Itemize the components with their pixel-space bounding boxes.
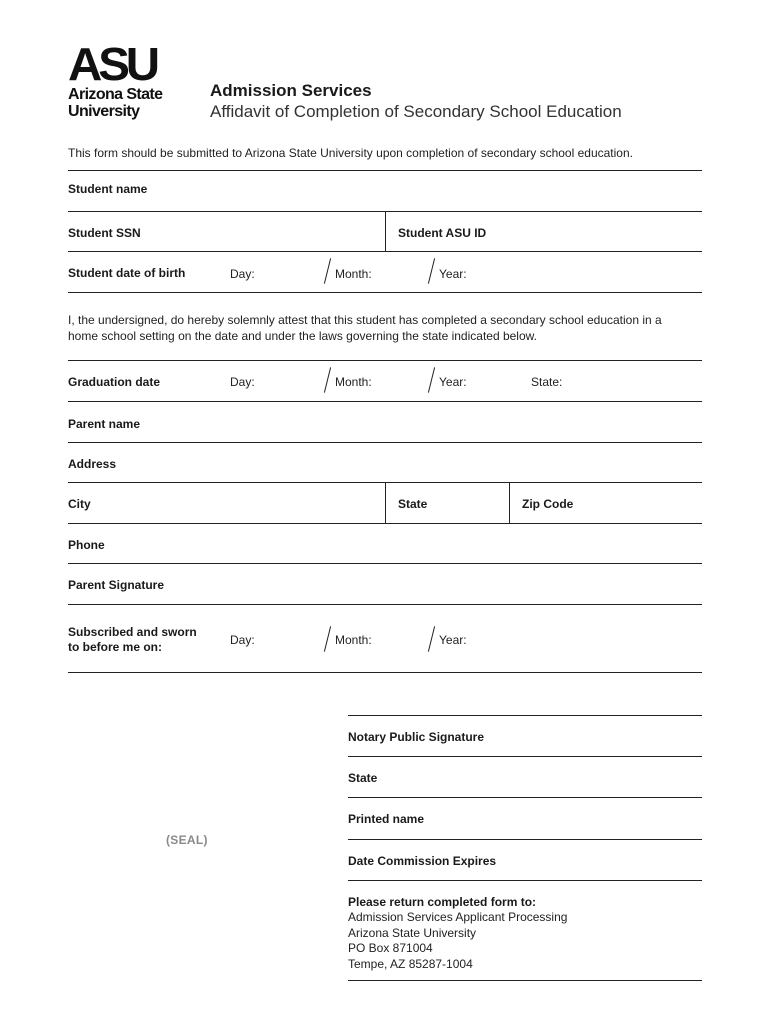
- dob-year-field[interactable]: Year:: [439, 267, 467, 281]
- parent-signature-field[interactable]: Parent Signature: [68, 578, 165, 592]
- graduation-date-label: Graduation date: [68, 375, 161, 389]
- intro-text: This form should be submitted to Arizona State University upon completion of secondary school education.: [68, 146, 633, 160]
- divider: [68, 563, 702, 564]
- slash-separator: [428, 367, 435, 392]
- seal-label: (SEAL): [166, 833, 208, 847]
- phone-field[interactable]: Phone: [68, 538, 105, 552]
- student-dob-label: Student date of birth: [68, 266, 186, 280]
- slash-separator: [324, 367, 331, 392]
- graduation-day-field[interactable]: Day:: [230, 375, 255, 389]
- university-name-line1: Arizona State: [68, 86, 163, 103]
- divider: [385, 482, 386, 523]
- divider: [68, 170, 702, 171]
- return-address-line: Arizona State University: [348, 925, 477, 940]
- divider: [68, 251, 702, 252]
- divider: [509, 482, 510, 523]
- divider: [348, 715, 702, 716]
- divider: [68, 672, 702, 673]
- notary-printed-name-field[interactable]: Printed name: [348, 812, 425, 826]
- divider: [68, 360, 702, 361]
- divider: [348, 980, 702, 981]
- return-address-line: Admission Services Applicant Processing: [348, 910, 568, 924]
- return-heading: Please return completed form to:: [348, 895, 537, 909]
- return-address-line: Tempe, AZ 85287-1004: [348, 956, 473, 971]
- divider: [348, 797, 702, 798]
- form-title: Affidavit of Completion of Secondary School Education: [210, 102, 622, 121]
- return-address-line: PO Box 871004: [348, 941, 433, 955]
- slash-separator: [428, 626, 435, 651]
- slash-separator: [324, 258, 331, 283]
- parent-name-field[interactable]: Parent name: [68, 417, 141, 431]
- notary-state-field[interactable]: State: [348, 771, 378, 785]
- asu-logo-text: ASU: [68, 42, 158, 82]
- sworn-day-field[interactable]: Day:: [230, 633, 255, 647]
- divider: [68, 401, 702, 402]
- state-field[interactable]: State: [398, 497, 428, 511]
- divider: [68, 292, 702, 293]
- divider: [385, 211, 386, 251]
- student-name-field[interactable]: Student name: [68, 182, 148, 196]
- sworn-label-line2: to before me on:: [68, 640, 163, 654]
- divider: [348, 756, 702, 757]
- university-name-line2: University: [68, 103, 140, 120]
- graduation-month-field[interactable]: Month:: [335, 375, 372, 389]
- divider: [348, 880, 702, 881]
- sworn-year-field[interactable]: Year:: [439, 633, 467, 647]
- sworn-label-line1: Subscribed and sworn: [68, 625, 197, 639]
- divider: [68, 442, 702, 443]
- student-ssn-field[interactable]: Student SSN: [68, 226, 141, 240]
- notary-signature-field[interactable]: Notary Public Signature: [348, 730, 485, 744]
- student-asu-id-field[interactable]: Student ASU ID: [398, 226, 487, 240]
- zip-code-field[interactable]: Zip Code: [522, 497, 574, 511]
- slash-separator: [324, 626, 331, 651]
- attestation-text: I, the undersigned, do hereby solemnly attest that this student has completed a secondary school education in a home school setting on the date and under the laws governing the state indicated below.: [68, 313, 662, 343]
- slash-separator: [428, 258, 435, 283]
- address-field[interactable]: Address: [68, 457, 117, 471]
- divider: [348, 839, 702, 840]
- city-field[interactable]: City: [68, 497, 91, 511]
- dob-day-field[interactable]: Day:: [230, 267, 255, 281]
- dob-month-field[interactable]: Month:: [335, 267, 372, 281]
- department-title: Admission Services: [210, 81, 372, 100]
- divider: [68, 523, 702, 524]
- sworn-month-field[interactable]: Month:: [335, 633, 372, 647]
- divider: [68, 604, 702, 605]
- return-address: [348, 910, 567, 972]
- asu-logo-mark: [68, 42, 160, 82]
- university-name: [68, 86, 162, 120]
- graduation-year-field[interactable]: Year:: [439, 375, 467, 389]
- sworn-date-label: [68, 625, 197, 655]
- commission-expires-field[interactable]: Date Commission Expires: [348, 854, 497, 868]
- graduation-state-field[interactable]: State:: [531, 375, 563, 389]
